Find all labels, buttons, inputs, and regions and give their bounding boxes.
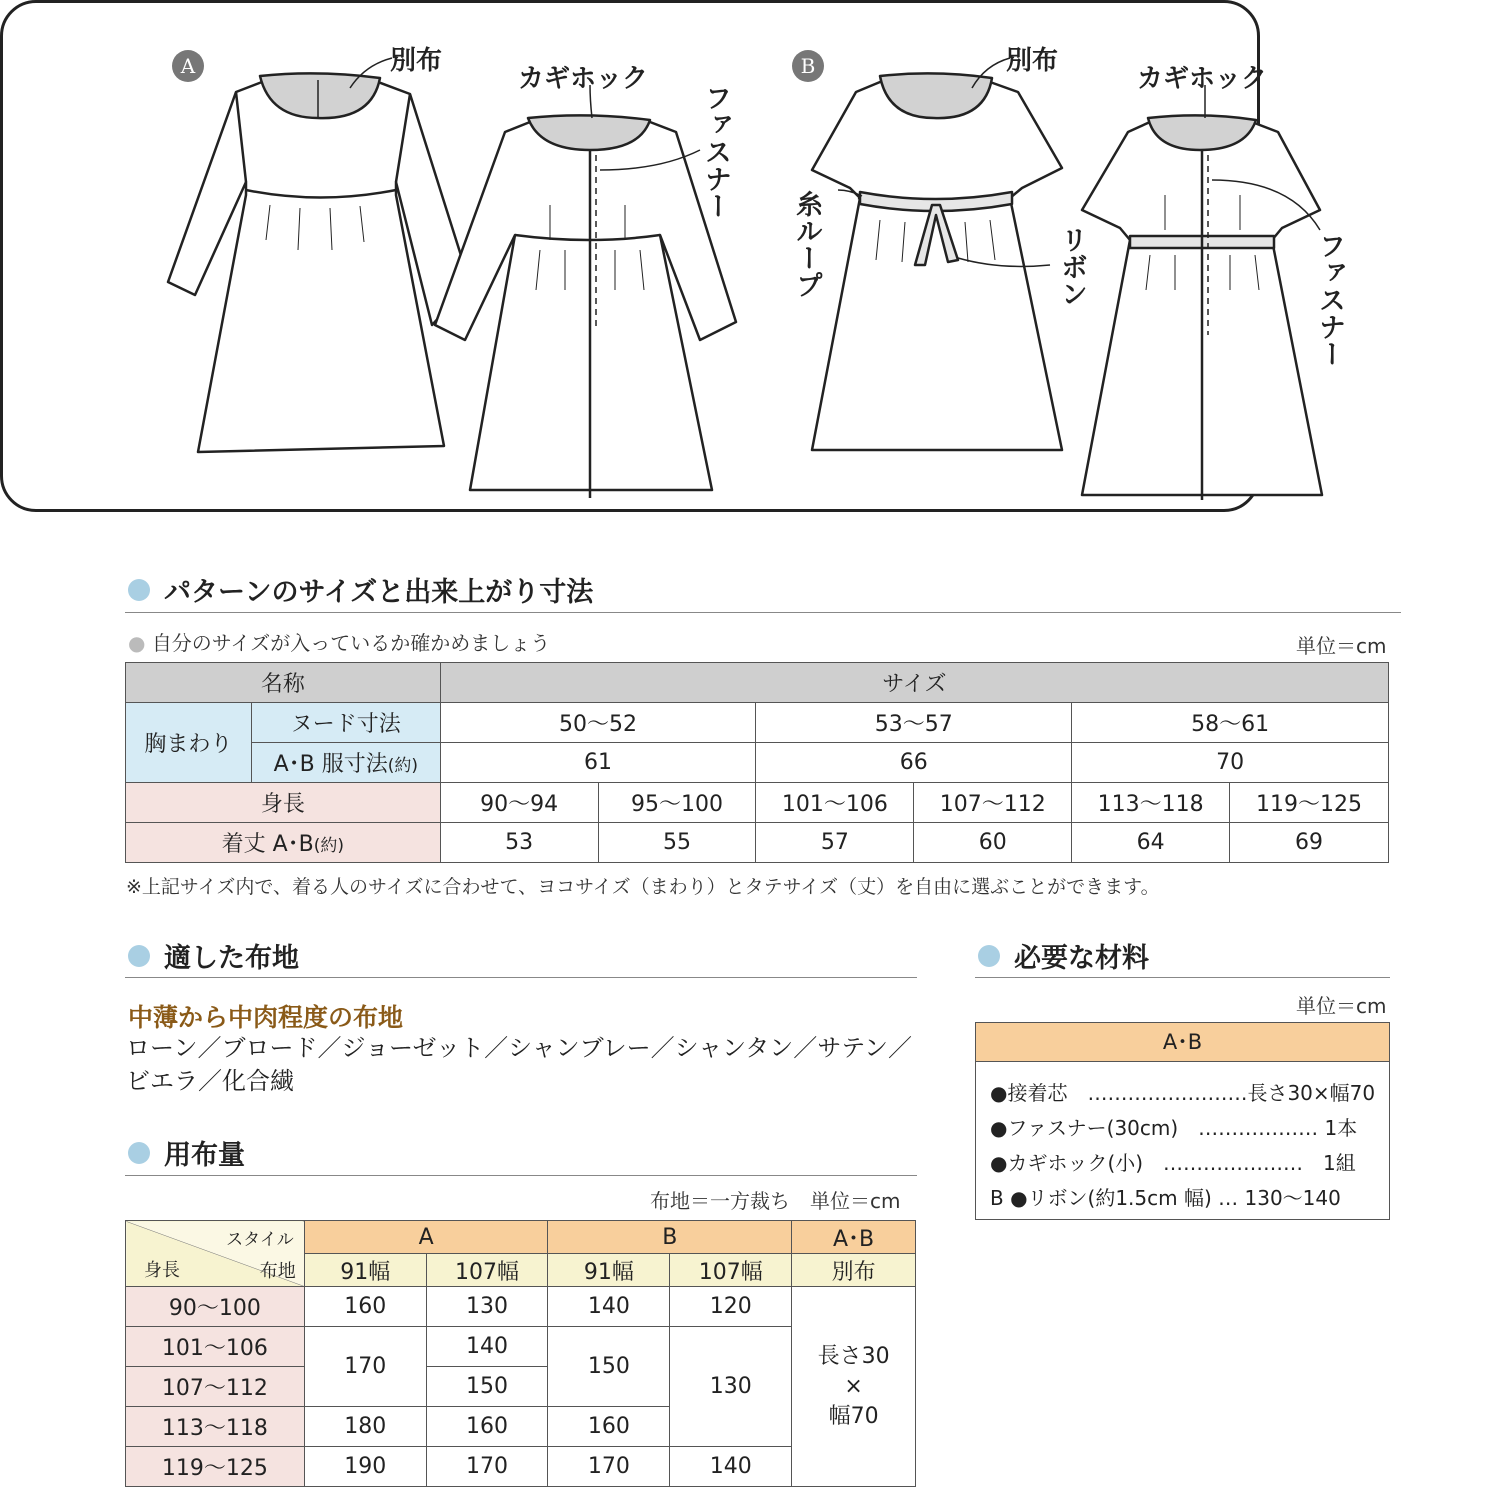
amount-cell: 140 (426, 1327, 548, 1367)
materials-box-header: A･B (976, 1023, 1389, 1062)
garment-value: 70 (1072, 743, 1389, 783)
badge-b: B (792, 50, 824, 82)
amount-cell: 180 (304, 1407, 426, 1447)
amount-cell: 130 (426, 1287, 548, 1327)
amount-cell: 140 (670, 1447, 792, 1487)
label-b-hook: カギホック (1137, 64, 1268, 94)
divider (125, 977, 917, 978)
divider (125, 1175, 917, 1176)
materials-section-heading (978, 936, 1149, 975)
heading-bullet-icon (128, 945, 150, 967)
size-header-size: サイズ (440, 663, 1388, 703)
material-item: ●ファスナー(30cm) ……………… 1本 (990, 1116, 1358, 1140)
label-b-betsununo: 別布 (1006, 46, 1059, 76)
garment-label: A･B 服寸法(約) (251, 743, 440, 783)
fabric-section-heading (128, 936, 299, 975)
garment-value: 61 (440, 743, 756, 783)
label-a-hook: カギホック (518, 64, 649, 94)
amount-cell: 160 (548, 1407, 670, 1447)
size-footnote: ※上記サイズ内で、着る人のサイズに合わせて、ヨコサイズ（まわり）とタテサイズ（丈）を自由に選ぶことができます。 (126, 876, 1160, 898)
nude-value: 58〜61 (1072, 703, 1389, 743)
materials-heading-text: 必要な材料 (1014, 943, 1149, 974)
fabric-heading-text: 適した布地 (164, 943, 299, 974)
height-value: 107〜112 (914, 783, 1072, 823)
col-a-header: A (304, 1221, 548, 1254)
width-header: 91幅 (304, 1254, 426, 1287)
length-value: 69 (1230, 823, 1389, 863)
row-height: 90〜100 (126, 1287, 305, 1327)
fabric-amount-table (125, 1220, 916, 1487)
note-dot-icon: ● (128, 631, 146, 655)
size-header-name: 名称 (126, 663, 441, 703)
heading-bullet-icon (978, 945, 1000, 967)
nude-label: ヌード寸法 (251, 703, 440, 743)
amount-cell: 120 (670, 1287, 792, 1327)
height-value: 113〜118 (1072, 783, 1230, 823)
row-height: 107〜112 (126, 1367, 305, 1407)
length-value: 53 (440, 823, 598, 863)
dress-a-front-drawing (168, 73, 470, 452)
length-value: 60 (914, 823, 1072, 863)
height-value: 95〜100 (598, 783, 756, 823)
divider (975, 977, 1390, 978)
label-a-betsununo: 別布 (390, 46, 443, 76)
label-b-zipper: ファスナー (1314, 232, 1345, 367)
amount-cell: 170 (548, 1447, 670, 1487)
garment-value: 66 (756, 743, 1072, 783)
divider (125, 612, 1401, 613)
width-header: 91幅 (548, 1254, 670, 1287)
height-value: 119〜125 (1230, 783, 1389, 823)
heading-bullet-icon (128, 579, 150, 601)
dress-illustrations (0, 0, 1500, 540)
col-ab-header: A･B (792, 1221, 916, 1254)
size-heading-text: パターンのサイズと出来上がり寸法 (164, 577, 594, 608)
amount-cell: 160 (426, 1407, 548, 1447)
nude-value: 53〜57 (756, 703, 1072, 743)
amount-heading-text: 用布量 (164, 1140, 245, 1171)
col-b-header: B (548, 1221, 792, 1254)
height-value: 90〜94 (440, 783, 598, 823)
betsununo-amount: 長さ30 × 幅70 (792, 1287, 916, 1487)
length-label: 着丈 A･B(約) (126, 823, 441, 863)
materials-unit: 単位＝cm (1296, 994, 1387, 1018)
nude-value: 50〜52 (440, 703, 756, 743)
betsununo-header: 別布 (792, 1254, 916, 1287)
chest-label: 胸まわり (126, 703, 252, 783)
amount-cell: 150 (426, 1367, 548, 1407)
amount-cell: 140 (548, 1287, 670, 1327)
row-height: 113〜118 (126, 1407, 305, 1447)
width-header: 107幅 (670, 1254, 792, 1287)
fabric-list (126, 1032, 926, 1098)
size-table (125, 662, 1389, 863)
amount-unit: 布地＝一方裁ち 単位＝cm (650, 1189, 901, 1213)
size-section-heading (128, 570, 593, 609)
material-item: ●接着芯 ……………………長さ30×幅70 (990, 1081, 1376, 1105)
material-item: B ●リボン(約1.5cm 幅) … 130〜140 (990, 1186, 1341, 1210)
dress-a-back-drawing (435, 115, 736, 498)
width-header: 107幅 (426, 1254, 548, 1287)
length-value: 55 (598, 823, 756, 863)
fabric-subtitle: 中薄から中肉程度の布地 (128, 1003, 404, 1032)
dress-b-back-drawing (1082, 115, 1322, 500)
amount-cell: 190 (304, 1447, 426, 1487)
label-b-loop: 糸ループ (791, 190, 822, 298)
material-item: ●カギホック(小) ………………… 1組 (990, 1151, 1356, 1175)
amount-section-heading (128, 1133, 245, 1172)
fabric-list-line: ローン／ブロード／ジョーゼット／シャンブレー／シャンタン／サテン／ (126, 1034, 912, 1062)
size-note-text: 自分のサイズが入っているか確かめましょう (151, 631, 551, 655)
dress-b-front-drawing (812, 73, 1062, 450)
length-value: 64 (1072, 823, 1230, 863)
row-height: 101〜106 (126, 1327, 305, 1367)
heading-bullet-icon (128, 1142, 150, 1164)
amount-cell: 150 (548, 1327, 670, 1407)
label-a-zipper: ファスナー (700, 84, 731, 219)
label-b-ribbon: リボン (1056, 226, 1087, 307)
amount-cell: 170 (426, 1447, 548, 1487)
table-corner-cell: スタイル 布地 身長 (126, 1221, 305, 1287)
height-value: 101〜106 (756, 783, 914, 823)
badge-a: A (172, 50, 204, 82)
amount-cell: 160 (304, 1287, 426, 1327)
row-height: 119〜125 (126, 1447, 305, 1487)
size-unit: 単位＝cm (1296, 634, 1387, 658)
amount-cell: 170 (304, 1327, 426, 1407)
amount-cell: 130 (670, 1327, 792, 1447)
size-note (128, 627, 550, 656)
height-label: 身長 (126, 783, 441, 823)
materials-box (975, 1022, 1390, 1220)
fabric-list-line: ビエラ／化合繊 (126, 1067, 294, 1095)
length-value: 57 (756, 823, 914, 863)
